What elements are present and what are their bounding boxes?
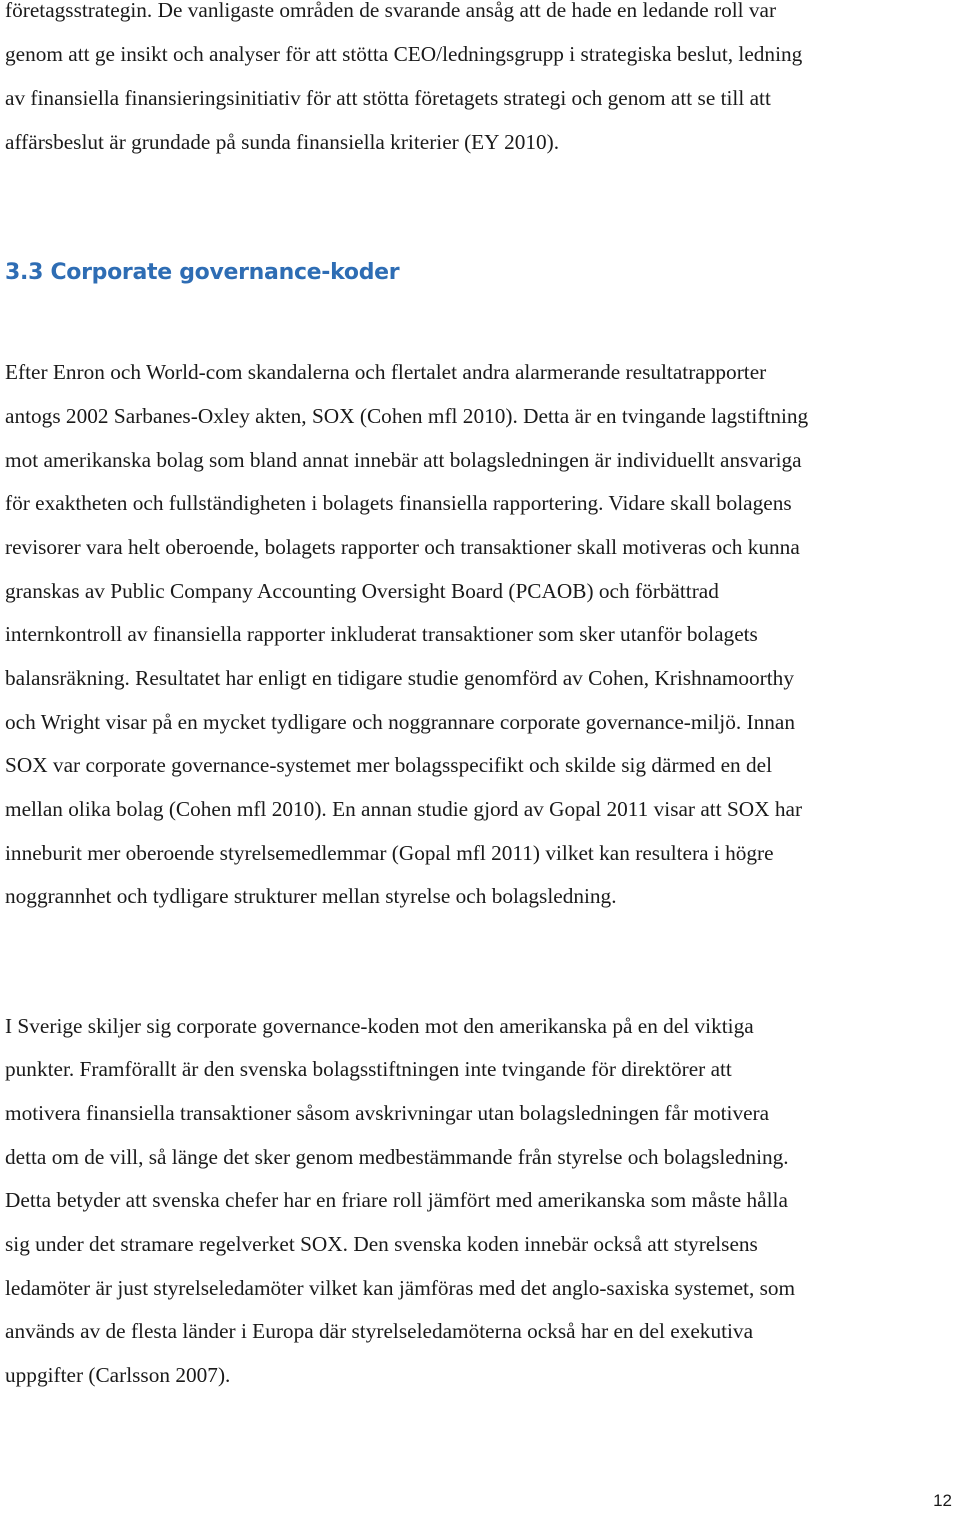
text-line: internkontroll av finansiella rapporter inkluderat transaktioner som sker utanför bolagets xyxy=(5,622,758,646)
text-line: SOX var corporate governance-systemet mer bolagsspecifikt och skilde sig därmed en del xyxy=(5,753,773,777)
text-line: antogs 2002 Sarbanes-Oxley akten, SOX (Cohen mfl 2010). Detta är en tvingande lagstiftning xyxy=(5,404,809,428)
section-heading xyxy=(5,258,399,288)
text-line: granskas av Public Company Accounting Oversight Board (PCAOB) och förbättrad xyxy=(5,579,719,603)
text-line: används av de flesta länder i Europa där styrelseledamöterna också har en del exekutiva xyxy=(5,1319,754,1343)
text-line: ledamöter är just styrelseledamöter vilket kan jämföras med det anglo-saxiska systemet, som xyxy=(5,1276,796,1300)
text-line: av finansiella finansieringsinitiativ för att stötta företagets strategi och genom att se till att xyxy=(5,86,771,110)
text-line: mellan olika bolag (Cohen mfl 2010). En annan studie gjord av Gopal 2011 visar att SOX har xyxy=(5,797,803,821)
text-line: inneburit mer oberoende styrelsemedlemmar (Gopal mfl 2011) vilket kan resultera i högre xyxy=(5,841,774,865)
text-line: mot amerikanska bolag som bland annat innebär att bolagsledningen är individuellt ansvariga xyxy=(5,448,802,472)
text-line: detta om de vill, så länge det sker genom medbestämmande från styrelse och bolagsledning. xyxy=(5,1145,789,1169)
text-line: Efter Enron och World-com skandalerna och flertalet andra alarmerande resultatrapporter xyxy=(5,360,767,384)
text-line: motivera finansiella transaktioner såsom avskrivningar utan bolagsledningen får motivera xyxy=(5,1101,770,1125)
text-line: I Sverige skiljer sig corporate governance-koden mot den amerikanska på en del viktiga xyxy=(5,1014,754,1038)
section-number: 3.3 xyxy=(5,260,44,285)
text-line: uppgifter (Carlsson 2007). xyxy=(5,1363,231,1387)
page-number: 12 xyxy=(933,1491,952,1510)
text-line: och Wright visar på en mycket tydligare och noggrannare corporate governance-miljö. Innan xyxy=(5,710,795,734)
text-line: genom att ge insikt och analyser för att stötta CEO/ledningsgrupp i strategiska beslut, ledning xyxy=(5,42,803,66)
text-line: Detta betyder att svenska chefer har en friare roll jämfört med amerikanska som måste hålla xyxy=(5,1188,788,1212)
text-line: noggrannhet och tydligare strukturer mellan styrelse och bolagsledning. xyxy=(5,884,617,908)
text-line: punkter. Framförallt är den svenska bolagsstiftningen inte tvingande för direktörer att xyxy=(5,1057,732,1081)
text-line: för exaktheten och fullständigheten i bolagets finansiella rapportering. Vidare skall bolagens xyxy=(5,491,792,515)
section-title: Corporate governance-koder xyxy=(50,260,400,285)
text-line: revisorer vara helt oberoende, bolagets rapporter och transaktioner skall motiveras och kunna xyxy=(5,535,800,559)
text-line: balansräkning. Resultatet har enligt en tidigare studie genomförd av Cohen, Krishnamoorthy xyxy=(5,666,794,690)
text-line: sig under det stramare regelverket SOX. Den svenska koden innebär också att styrelsens xyxy=(5,1232,758,1256)
text-line: affärsbeslut är grundade på sunda finansiella kriterier (EY 2010). xyxy=(5,130,560,154)
text-line: företagsstrategin. De vanligaste områden de svarande ansåg att de hade en ledande roll var xyxy=(5,0,777,22)
